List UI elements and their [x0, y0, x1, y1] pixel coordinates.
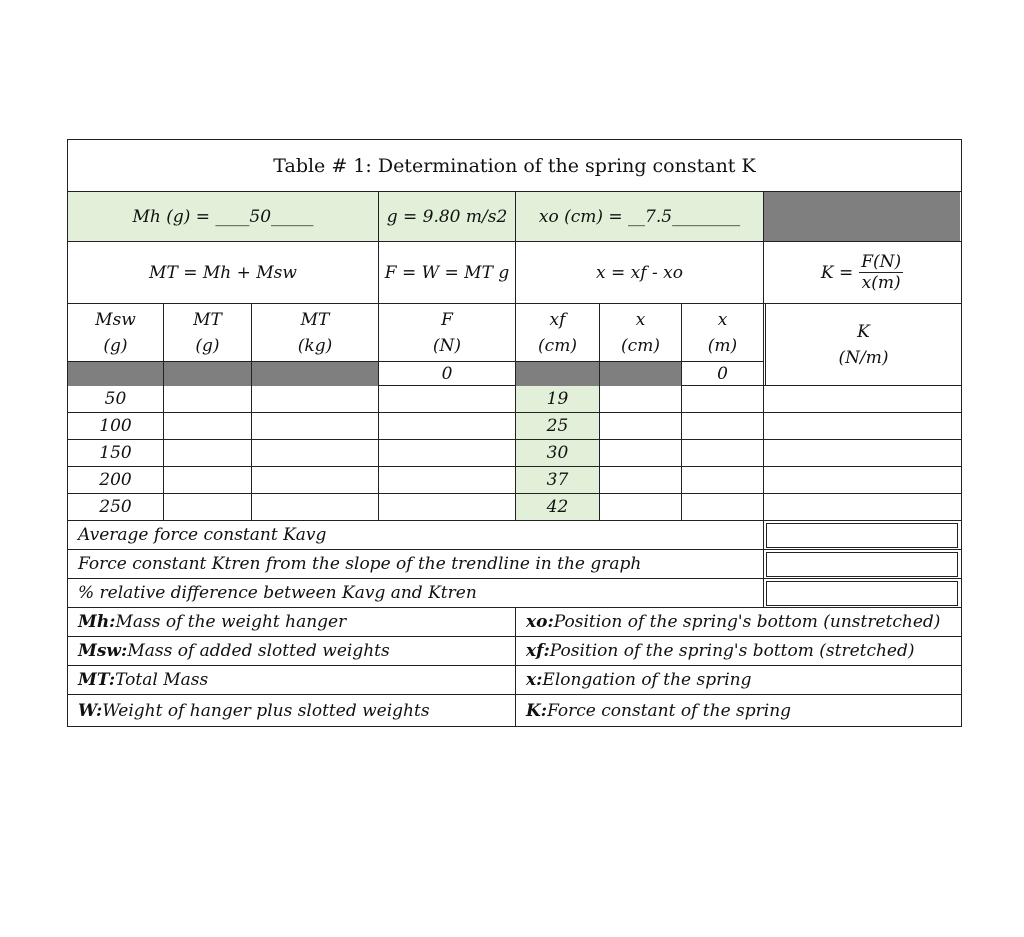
zero-x-m: 0 [682, 362, 764, 386]
table-row [68, 413, 961, 440]
gravity-param: g = 9.80 m/s2 [379, 192, 516, 241]
legend-xo [516, 608, 960, 636]
summary-avg-box[interactable] [766, 523, 958, 548]
header-k-symbol: K [857, 321, 870, 342]
legend-row [68, 666, 961, 695]
legend-x [516, 666, 960, 694]
force-cell[interactable] [379, 467, 516, 493]
hanger-mass-param: Mh (g) = ____50_____ [68, 192, 379, 241]
legend-xf-term: xf: [526, 641, 550, 661]
msw-cell: 200 [68, 467, 164, 493]
formula-row [68, 242, 961, 304]
summary-avg-value[interactable] [764, 521, 960, 549]
header-k [765, 304, 961, 385]
xf-cell: 19 [516, 386, 600, 412]
k-cell[interactable] [764, 386, 960, 412]
legend-w-term: W: [78, 700, 103, 721]
header-x-cm-symbol: x [635, 309, 646, 330]
summary-rel-value[interactable] [764, 579, 960, 607]
legend-mh-def: Mass of the weight hanger [115, 612, 347, 632]
force-cell[interactable] [379, 440, 516, 466]
x-cm-cell[interactable] [600, 413, 682, 439]
header-force-symbol: F [441, 309, 453, 330]
summary-avg-label: Average force constant Kavg [68, 521, 764, 549]
mt-g-cell[interactable] [164, 386, 252, 412]
mt-kg-cell[interactable] [252, 386, 379, 412]
msw-cell: 100 [68, 413, 164, 439]
summary-rel-box[interactable] [766, 581, 958, 606]
x-cm-cell[interactable] [600, 386, 682, 412]
x-m-cell[interactable] [682, 413, 764, 439]
legend-xf [516, 637, 960, 665]
mt-g-cell[interactable] [164, 494, 252, 520]
legend-mt-def: Total Mass [115, 670, 209, 690]
k-cell[interactable] [764, 494, 960, 520]
k-cell[interactable] [764, 413, 960, 439]
zero-mt-kg [252, 362, 379, 386]
k-cell[interactable] [764, 440, 960, 466]
grey-block [764, 192, 960, 241]
mt-kg-cell[interactable] [252, 413, 379, 439]
x-m-cell[interactable] [682, 386, 764, 412]
table-row [68, 467, 961, 494]
legend-mt [68, 666, 516, 694]
header-xf [516, 304, 600, 361]
summary-tren-value[interactable] [764, 550, 960, 578]
zero-force: 0 [379, 362, 516, 386]
parameters-row [68, 192, 961, 242]
x-cm-cell[interactable] [600, 440, 682, 466]
header-mt-g-unit: (g) [195, 335, 220, 356]
xf-cell: 25 [516, 413, 600, 439]
mt-g-cell[interactable] [164, 440, 252, 466]
header-mt-g [164, 304, 252, 361]
summary-tren-label: Force constant Ktren from the slope of the trendline in the graph [68, 550, 764, 578]
table-row [68, 494, 961, 521]
msw-cell: 50 [68, 386, 164, 412]
legend-xf-def: Position of the spring's bottom (stretched) [549, 641, 915, 661]
legend-w-def: Weight of hanger plus slotted weights [102, 700, 430, 721]
xf-cell: 37 [516, 467, 600, 493]
header-x-m [682, 304, 764, 361]
header-msw [68, 304, 164, 361]
summary-rel-label: % relative difference between Kavg and Ktren [68, 579, 764, 607]
x-m-cell[interactable] [682, 494, 764, 520]
force-cell[interactable] [379, 413, 516, 439]
header-mt-g-symbol: MT [193, 309, 222, 330]
msw-cell: 250 [68, 494, 164, 520]
legend-row [68, 637, 961, 666]
header-force-unit: (N) [432, 335, 462, 356]
legend-msw-def: Mass of added slotted weights [127, 641, 390, 661]
k-cell[interactable] [764, 467, 960, 493]
header-x-cm [600, 304, 682, 361]
x-m-cell[interactable] [682, 467, 764, 493]
legend-msw [68, 637, 516, 665]
k-formula-denominator: x(m) [861, 273, 901, 293]
legend-x-def: Elongation of the spring [542, 670, 752, 690]
total-mass-formula: MT = Mh + Msw [68, 242, 379, 303]
table-row [68, 440, 961, 467]
header-x-m-symbol: x [717, 309, 728, 330]
header-mt-kg-unit: (kg) [297, 335, 333, 356]
header-xf-unit: (cm) [538, 335, 577, 356]
summary-avg-row [68, 521, 961, 550]
legend-mt-term: MT: [78, 670, 116, 690]
header-k-unit: (N/m) [838, 347, 889, 368]
header-block [68, 304, 961, 386]
k-formula-fraction [859, 252, 903, 293]
summary-tren-row [68, 550, 961, 579]
k-formula [764, 242, 960, 303]
legend-msw-term: Msw: [78, 641, 128, 661]
xf-cell: 42 [516, 494, 600, 520]
zero-msw [68, 362, 164, 386]
elongation-formula: x = xf - xo [516, 242, 764, 303]
mt-kg-cell[interactable] [252, 494, 379, 520]
x-m-cell[interactable] [682, 440, 764, 466]
mt-g-cell[interactable] [164, 413, 252, 439]
header-xf-symbol: xf [549, 309, 566, 330]
x-cm-cell[interactable] [600, 467, 682, 493]
header-force [379, 304, 516, 361]
zero-x-cm [600, 362, 682, 386]
spring-constant-table [67, 139, 962, 727]
legend-k-def: Force constant of the spring [547, 700, 792, 721]
header-msw-symbol: Msw [95, 309, 136, 330]
legend-row [68, 608, 961, 637]
legend-row [68, 695, 961, 726]
legend-k [516, 695, 960, 726]
summary-tren-box[interactable] [766, 552, 958, 577]
table-title-row [68, 140, 961, 192]
initial-position-param: xo (cm) = __7.5________ [516, 192, 764, 241]
x-cm-cell[interactable] [600, 494, 682, 520]
legend-xo-def: Position of the spring's bottom (unstretched) [553, 612, 941, 632]
mt-kg-cell[interactable] [252, 467, 379, 493]
msw-cell: 150 [68, 440, 164, 466]
table-title: Table # 1: Determination of the spring constant K [273, 154, 756, 177]
force-formula: F = W = MT g [379, 242, 516, 303]
mt-g-cell[interactable] [164, 467, 252, 493]
k-formula-numerator: F(N) [861, 252, 902, 272]
header-x-m-unit: (m) [707, 335, 738, 356]
header-mt-kg-symbol: MT [300, 309, 330, 330]
zero-row [68, 361, 764, 386]
mt-kg-cell[interactable] [252, 440, 379, 466]
header-mt-kg [252, 304, 379, 361]
header-msw-unit: (g) [103, 335, 128, 356]
legend-mh-term: Mh: [78, 612, 116, 632]
legend-k-term: K: [526, 700, 548, 721]
legend-xo-term: xo: [526, 612, 554, 632]
summary-rel-row [68, 579, 961, 608]
zero-xf [516, 362, 600, 386]
legend-w [68, 695, 516, 726]
table-row [68, 386, 961, 413]
legend-mh [68, 608, 516, 636]
header-x-cm-unit: (cm) [621, 335, 660, 356]
legend-x-term: x: [526, 670, 543, 690]
force-cell[interactable] [379, 386, 516, 412]
k-formula-lhs: K = [820, 262, 854, 283]
force-cell[interactable] [379, 494, 516, 520]
xf-cell: 30 [516, 440, 600, 466]
zero-mt-g [164, 362, 252, 386]
